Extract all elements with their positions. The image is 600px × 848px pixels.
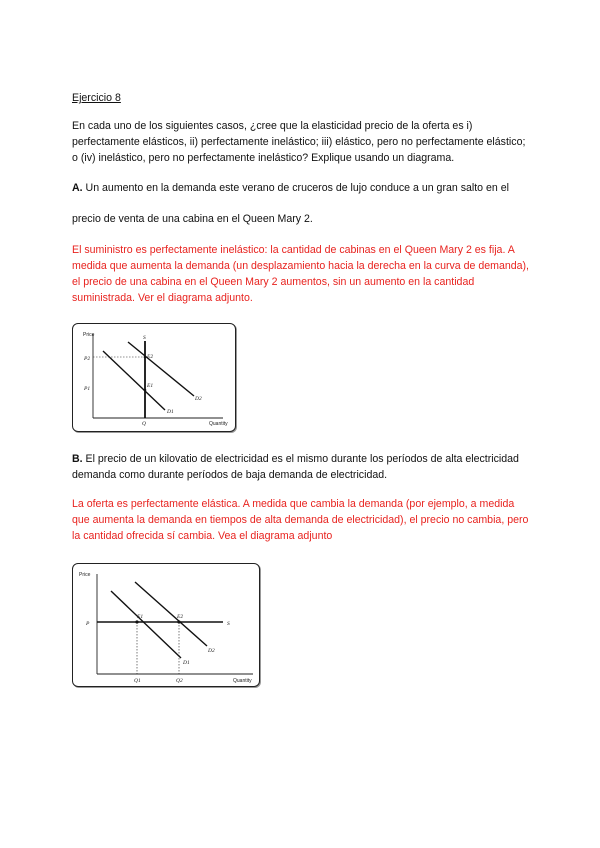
fig-b-eq-1-dot [135,620,138,623]
fig-a-eq-low-label: E1 [147,383,154,389]
exercise-title: Ejercicio 8 [72,92,121,104]
part-b-question [72,451,534,483]
fig-a-x-label: Quantity [209,421,228,427]
fig-b-q2-label: Q2 [176,678,183,684]
fig-a-demand-high-label: D2 [195,396,202,402]
figure-a-svg [73,324,235,431]
fig-a-demand-high-line [128,342,194,396]
fig-a-eq-high-dot [144,356,147,359]
fig-b-q1-label: Q1 [134,678,141,684]
part-a-line2: precio de venta de una cabina en el Queen Mary 2. [72,213,313,225]
part-b-text: El precio de un kilovatio de electricidad es el mismo durante los períodos de alta electricidad demanda como durante períodos de baja demanda de electricidad. [72,453,519,481]
fig-a-eq-low-dot [144,389,147,392]
fig-a-eq-high-label: E2 [147,354,154,360]
fig-a-y-label: Price [83,332,95,338]
part-a-text-1: Un aumento en la demanda este verano de cruceros de lujo conduce a un gran salto en el [85,182,509,194]
part-b-label: B. [72,453,83,465]
fig-a-p1-label: P1 [84,386,91,392]
figure-b-elastic-supply [72,563,260,687]
figure-a-inelastic-supply [72,323,236,432]
fig-b-supply-label: S [227,621,230,627]
fig-a-demand-low-label: D1 [167,409,174,415]
fig-a-q-label: Q [142,421,146,427]
fig-b-x-label: Quantity [233,678,252,684]
part-a-line1 [72,180,534,196]
part-b-answer: La oferta es perfectamente elástica. A medida que cambia la demanda (por ejemplo, a medida que aumenta la demanda en tiempos de alta demanda de electricidad), el precio no cambia, pero la cantidad ofrecida sí cambia. Vea el diagrama adjunto [72,498,529,542]
fig-b-eq-2-dot [177,620,180,623]
fig-b-eq-1-label: E1 [137,614,144,620]
fig-a-supply-label: S [143,335,146,341]
intro-paragraph: En cada uno de los siguientes casos, ¿cree que la elasticidad precio de la oferta es i) perfectamente elásticos, ii) perfectamente inelástico; iii) elástico, pero no perfectamente elástico; o (iv) inelástico, pero no perfectamente inelástico? Explique usando un diagrama. [72,120,526,164]
fig-b-demand-2-line [135,582,207,646]
fig-b-demand-2-label: D2 [208,648,215,654]
part-a-answer: El suministro es perfectamente inelástico: la cantidad de cabinas en el Queen Mary 2 es fija. A medida que aumenta la demanda (un desplazamiento hacia la derecha en la curva de demanda), el precio de una cabina en el Queen Mary 2 aumentos, sin un aumento en la cantidad suministrada. Ver el diagrama adjunto. [72,244,530,304]
fig-a-demand-low-line [103,351,165,410]
fig-b-y-label: Price [79,572,91,578]
fig-a-p2-label: P2 [84,356,91,362]
figure-b-svg [73,564,259,686]
part-a-label: A. [72,182,83,194]
fig-b-price-label: P [86,621,90,627]
fig-b-demand-1-label: D1 [183,660,190,666]
fig-b-eq-2-label: E2 [177,614,184,620]
fig-b-demand-1-line [111,591,184,658]
